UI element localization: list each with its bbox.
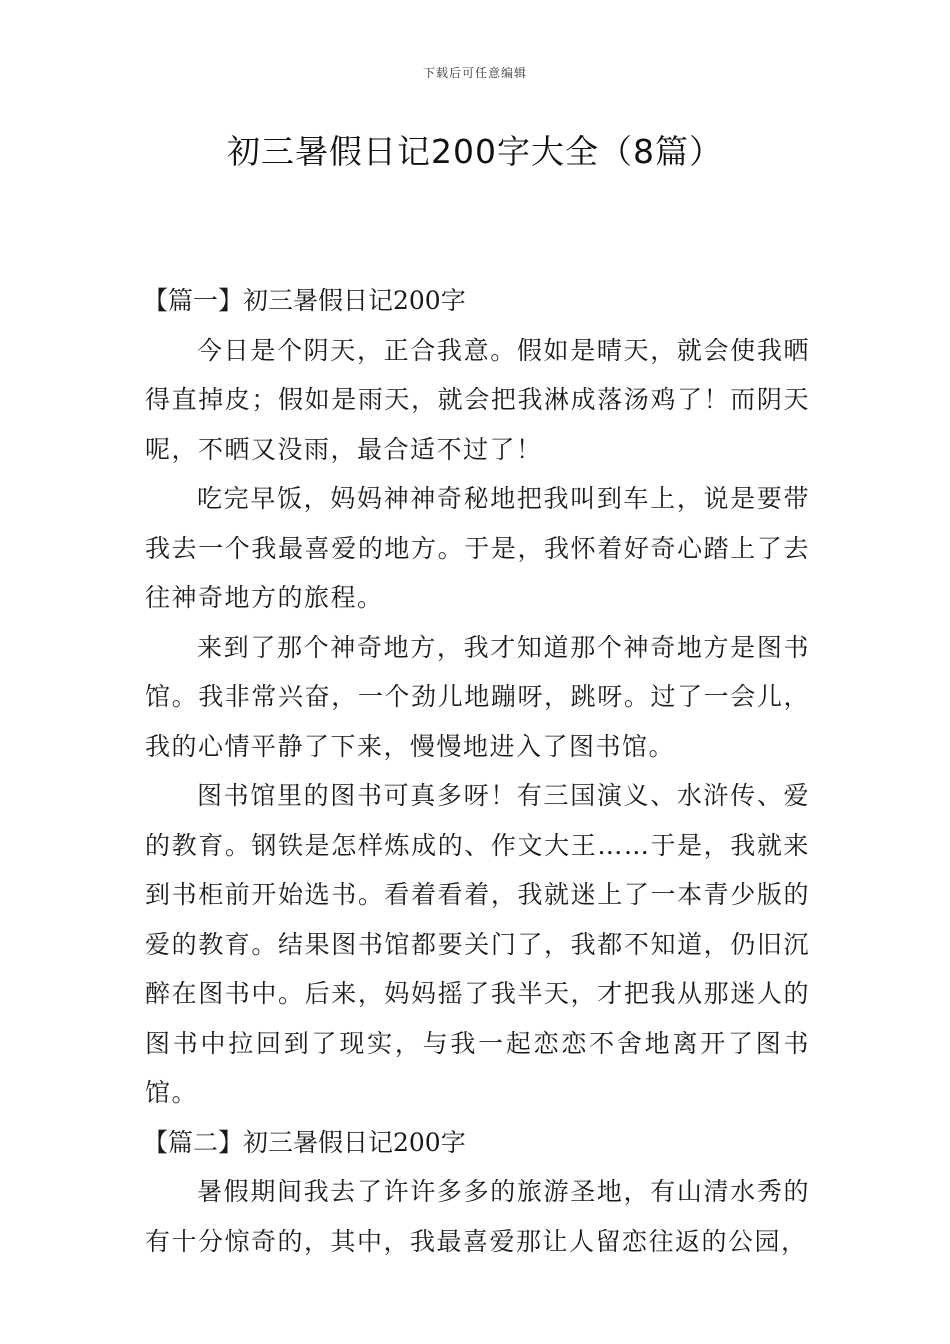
document-body <box>145 276 810 1266</box>
paragraph: 今日是个阴天，正合我意。假如是晴天，就会使我晒得直掉皮；假如是雨天，就会把我淋成落汤鸡了！而阴天呢，不晒又没雨，最合适不过了！ <box>145 335 810 464</box>
paragraph: 来到了那个神奇地方，我才知道那个神奇地方是图书馆。我非常兴奋，一个劲儿地蹦呀，跳呀。过了一会儿，我的心情平静了下来，慢慢地进入了图书馆。 <box>145 632 810 761</box>
document-title: 初三暑假日记200字大全（8篇） <box>227 132 723 171</box>
paragraph: 图书馆里的图书可真多呀！有三国演义、水浒传、爱的教育。钢铁是怎样炼成的、作文大王……于是，我就来到书柜前开始选书。看着看着，我就迷上了一本青少版的爱的教育。结果图书馆都要关门了，我都不知道，仍旧沉醉在图书中。后来，妈妈摇了我半天，才把我从那迷人的图书中拉回到了现实，与我一起恋恋不舍地离开了图书馆。 <box>145 781 810 1107</box>
section-heading-2: 【篇二】初三暑假日记200字 <box>143 1127 466 1157</box>
paragraph: 吃完早饭，妈妈神神奇秘地把我叫到车上，说是要带我去一个我最喜爱的地方。于是，我怀着好奇心踏上了去往神奇地方的旅程。 <box>145 484 810 612</box>
section-heading-1: 【篇一】初三暑假日记200字 <box>143 286 466 315</box>
paragraph: 暑假期间我去了许许多多的旅游圣地，有山清水秀的有十分惊奇的，其中，我最喜爱那让人留恋往返的公园， <box>145 1177 810 1256</box>
header-note: 下载后可任意编辑 <box>422 66 527 80</box>
